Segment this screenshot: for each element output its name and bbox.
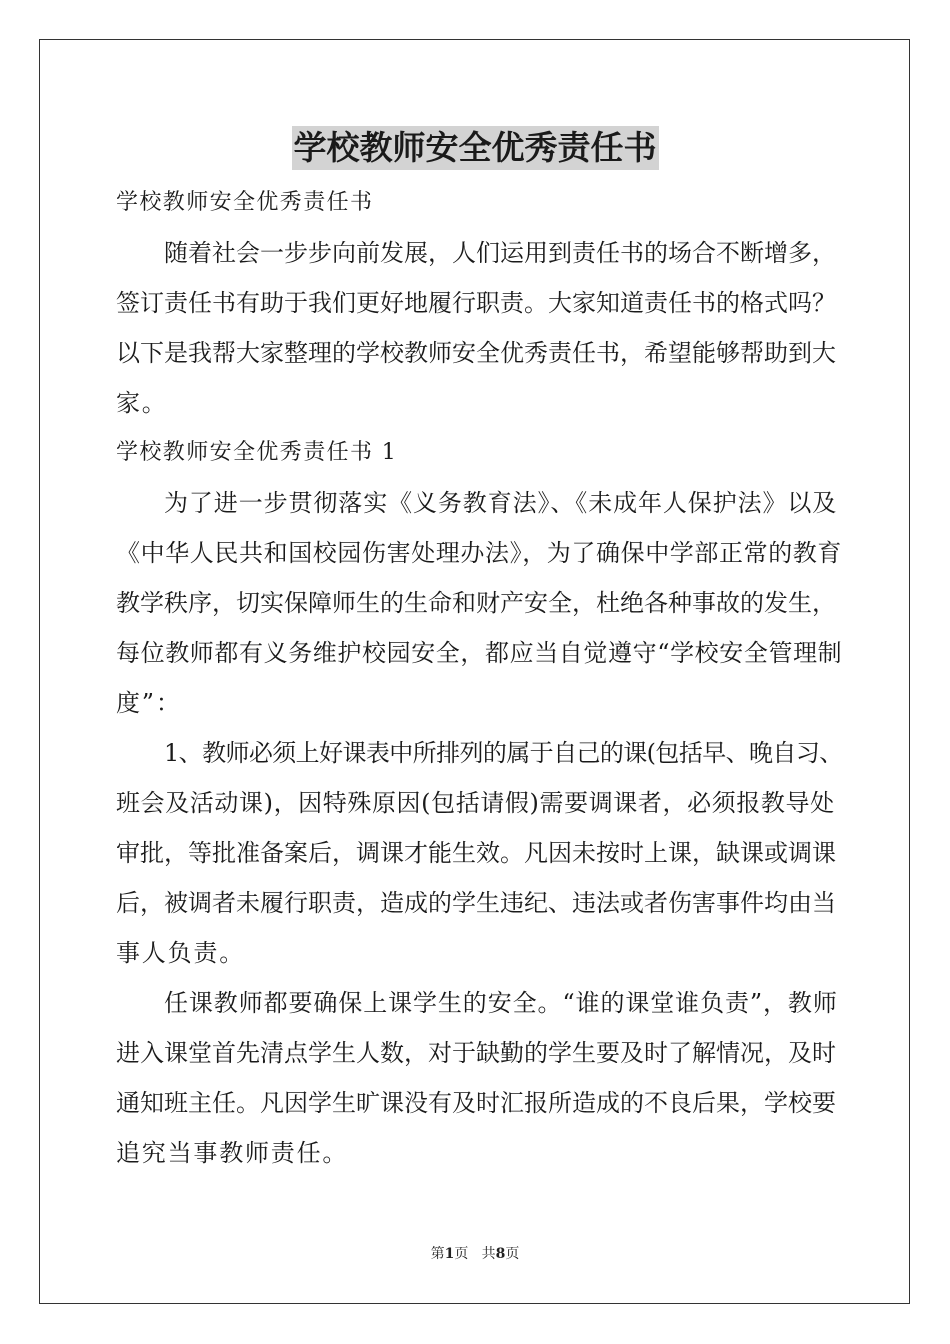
page-footer xyxy=(0,1245,950,1263)
paragraph-line: 每位教师都有义务维护校园安全，都应当自觉遵守“学校安全管理制 xyxy=(116,639,843,667)
paragraph-line: 《中华人民共和国校园伤害处理办法》，为了确保中学部正常的教育 xyxy=(116,539,842,567)
paragraph-line: 进入课堂首先清点学生人数，对于缺勤的学生要及时了解情况，及时 xyxy=(116,1039,836,1067)
paragraph-line: 随着社会一步步向前发展，人们运用到责任书的场合不断增多， xyxy=(164,239,836,267)
paragraph-line: 审批，等批准备案后，调课才能生效。凡因未按时上课，缺课或调课 xyxy=(116,839,836,867)
document-body xyxy=(116,178,842,1178)
footer-total-prefix: 共 xyxy=(481,1246,496,1262)
paragraph-line: 以下是我帮大家整理的学校教师安全优秀责任书，希望能够帮助到大 xyxy=(116,339,836,367)
paragraph-line: 度”： xyxy=(116,689,182,717)
document-title: 学校教师安全优秀责任书 xyxy=(292,126,659,170)
footer-page-suffix: 页 xyxy=(454,1246,469,1262)
section-heading: 学校教师安全优秀责任书 xyxy=(116,190,374,215)
footer-total-pages: 8 xyxy=(495,1246,506,1262)
paragraph-line: 为了进一步贯彻落实《义务教育法》、《未成年人保护法》以及 xyxy=(164,489,838,517)
paragraph-line: 教学秩序，切实保障师生的生命和财产安全，杜绝各种事故的发生， xyxy=(116,589,836,617)
footer-page-prefix: 第 xyxy=(430,1246,445,1262)
paragraph-line: 1、教师必须上好课表中所排列的属于自己的课(包括早、晚自习、 xyxy=(164,739,843,767)
footer-total-suffix: 页 xyxy=(505,1246,520,1262)
section-heading: 学校教师安全优秀责任书 1 xyxy=(116,440,398,465)
paragraph-line: 签订责任书有助于我们更好地履行职责。大家知道责任书的格式吗？ xyxy=(116,289,836,317)
paragraph-line: 家。 xyxy=(116,389,168,417)
paragraph-line: 事人负责。 xyxy=(116,939,245,967)
footer-page-number: 1 xyxy=(444,1246,455,1262)
document-title-container xyxy=(0,126,950,170)
paragraph-line: 追究当事教师责任。 xyxy=(116,1139,349,1167)
paragraph-line: 后，被调者未履行职责，造成的学生违纪、违法或者伤害事件均由当 xyxy=(116,889,836,917)
paragraph-line: 任课教师都要确保上课学生的安全。“谁的课堂谁负责”，教师 xyxy=(164,989,838,1017)
paragraph-line: 通知班主任。凡因学生旷课没有及时汇报所造成的不良后果，学校要 xyxy=(116,1089,836,1117)
paragraph-line: 班会及活动课)，因特殊原因(包括请假)需要调课者，必须报教导处 xyxy=(116,789,835,817)
